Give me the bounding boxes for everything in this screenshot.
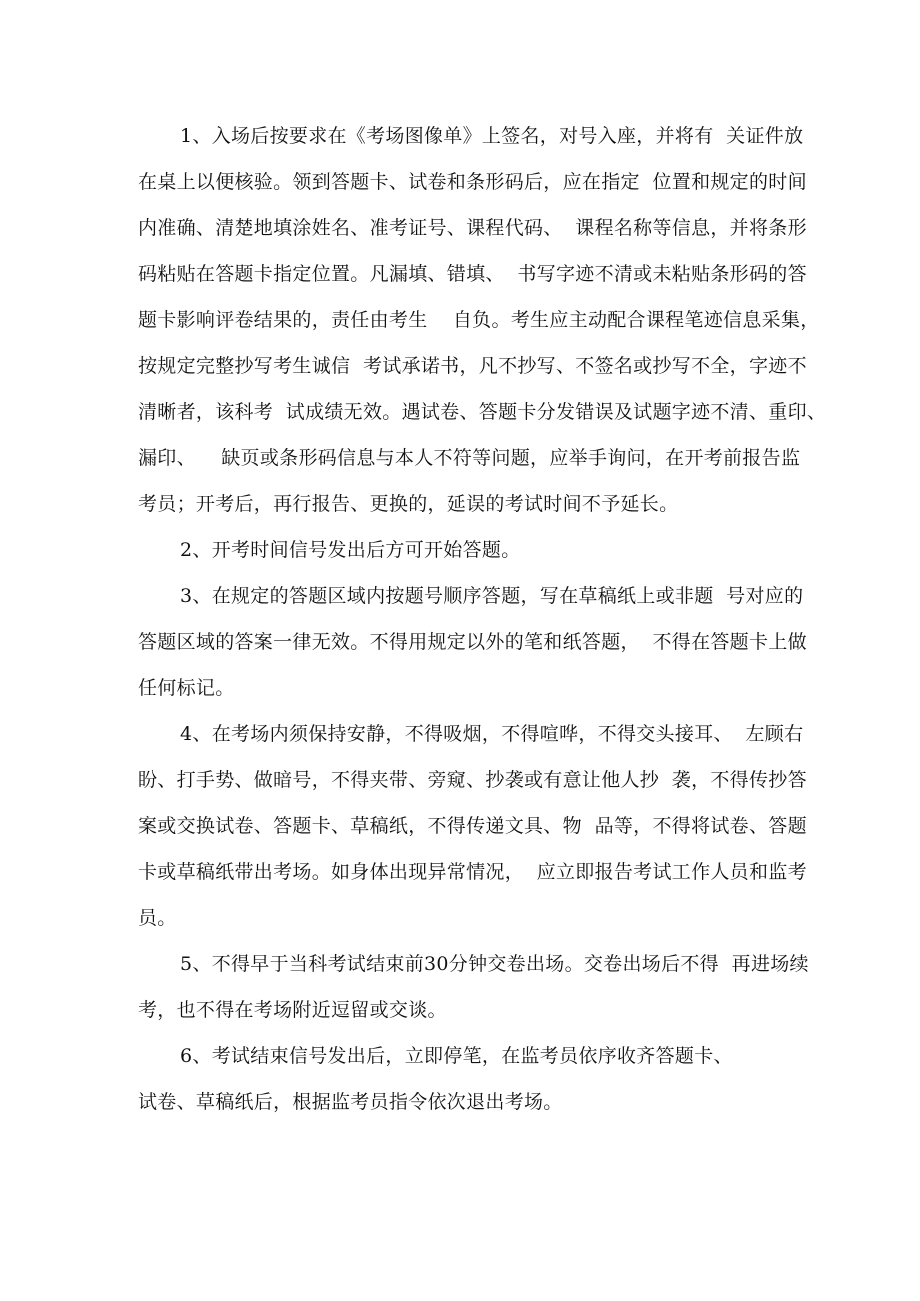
rule-4-line-3: 案或交换试卷、答题卡、草稿纸，不得传递文具、物 品等，不得将试卷、答题 <box>138 815 807 837</box>
rule-1-line-1: 1、入场后按要求在《考场图像单》上签名，对号入座，并将有 关证件放 <box>180 125 804 147</box>
rule-4-line-5: 员。 <box>138 907 177 929</box>
rule-1-line-4: 码粘贴在答题卡指定位置。凡漏填、错填、 书写字迹不清或未粘贴条形码的答 <box>138 263 807 285</box>
rule-3-line-3: 任何标记。 <box>138 677 235 699</box>
rule-1-line-8: 漏印、 缺页或条形码信息与本人不符等问题，应举手询问，在开考前报告监 <box>138 447 801 469</box>
rule-1-line-2: 在桌上以便核验。领到答题卡、试卷和条形码后，应在指定 位置和规定的时间 <box>138 171 807 193</box>
rule-1-line-6: 按规定完整抄写考生诚信 考试承诺书，凡不抄写、不签名或抄写不全，字迹不 <box>138 355 807 377</box>
rule-1-line-3: 内准确、清楚地填涂姓名、准考证号、课程代码、 课程名称等信息，并将条形 <box>138 217 807 239</box>
rule-1-line-5: 题卡影响评卷结果的，责任由考生 自负。考生应主动配合课程笔迹信息采集， <box>138 309 820 331</box>
rule-6-line-1: 6、考试结束信号发出后，立即停笔，在监考员依序收齐答题卡、 <box>180 1045 733 1067</box>
rule-1-line-9: 考员；开考后，再行报告、更换的，延误的考试时间不予延长。 <box>138 493 679 515</box>
rule-1-line-7: 清晰者，该科考 试成绩无效。遇试卷、答题卡分发错误及试题字迹不清、重印、 <box>138 401 827 423</box>
rule-2-line-1: 2、开考时间信号发出后方可开始答题。 <box>180 539 521 561</box>
rule-4-line-1: 4、在考场内须保持安静，不得吸烟，不得喧哗，不得交头接耳、 左顾右 <box>180 723 804 745</box>
rule-4-line-2: 盼、打手势、做暗号，不得夹带、旁窥、抄袭或有意让他人抄 袭，不得传抄答 <box>138 769 807 791</box>
rule-3-line-2: 答题区域的答案一律无效。不得用规定以外的笔和纸答题， 不得在答题卡上做 <box>138 631 807 653</box>
rule-5-line-1: 5、不得早于当科考试结束前30分钟交卷出场。交卷出场后不得 再进场续 <box>180 953 809 975</box>
rule-5-line-2: 考，也不得在考场附近逗留或交谈。 <box>138 999 447 1021</box>
rule-6-line-2: 试卷、草稿纸后，根据监考员指令依次退出考场。 <box>138 1091 563 1113</box>
rule-4-line-4: 卡或草稿纸带出考场。如身体出现异常情况， 应立即报告考试工作人员和监考 <box>138 861 807 883</box>
rule-3-line-1: 3、在规定的答题区域内按题号顺序答题，写在草稿纸上或非题 号对应的 <box>180 585 804 607</box>
